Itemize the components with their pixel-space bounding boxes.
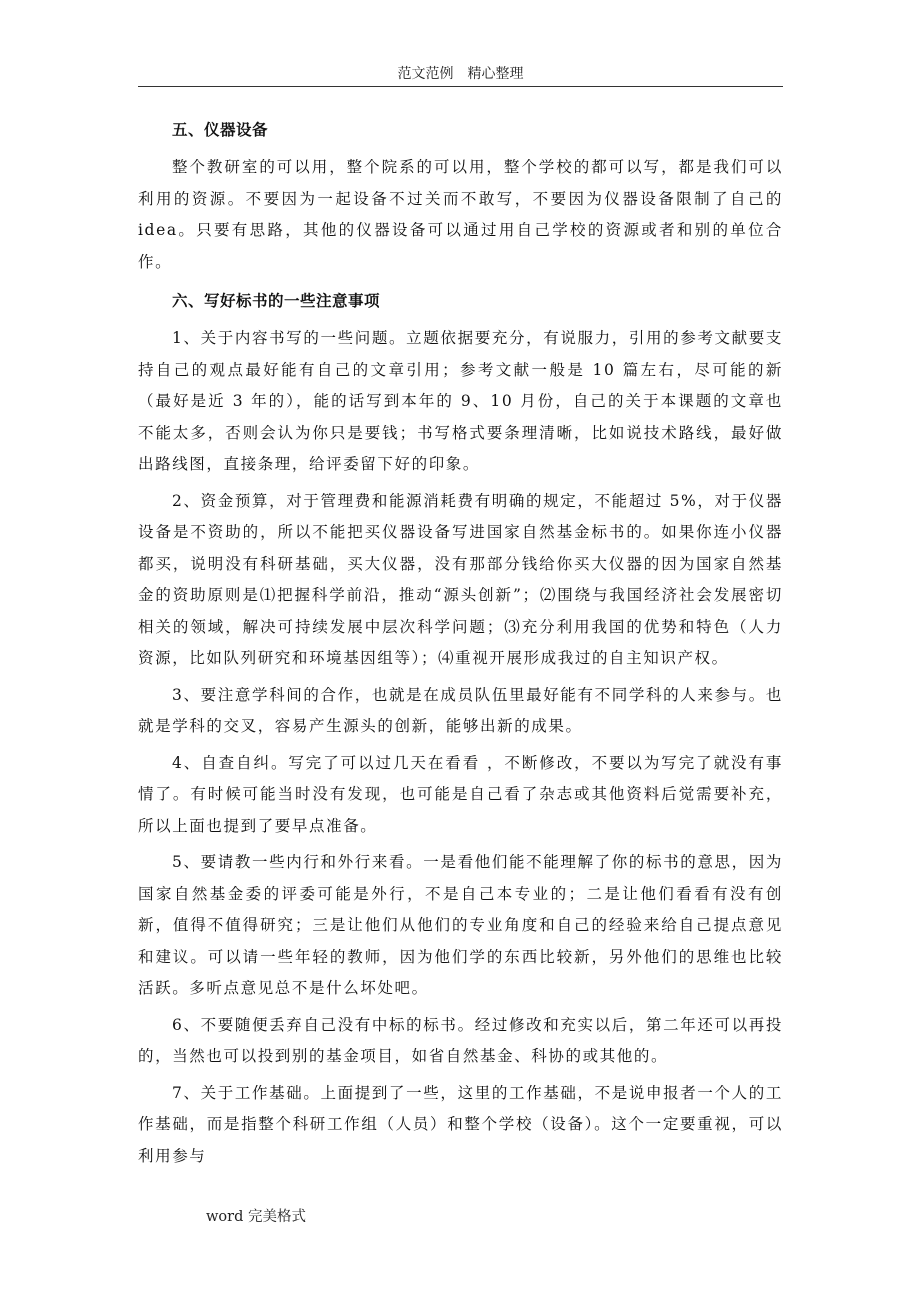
paragraph: 7、关于工作基础。上面提到了一些，这里的工作基础，不是说申报者一个人的工作基础，而是指整个科研工作组（人员）和整个学校（设备）。这个一定要重视，可以利用参与 xyxy=(138,1083,783,1165)
page-header: 范文范例 精心整理 xyxy=(397,66,524,82)
paragraph: 6、不要随便丢弃自己没有中标的标书。经过修改和充实以后，第二年还可以再投的，当然也可以投到别的基金项目，如省自然基金、科协的或其他的。 xyxy=(138,1015,783,1065)
paragraph: 5、要请教一些内行和外行来看。一是看他们能不能理解了你的标书的意思，因为国家自然基金委的评委可能是外行，不是自己本专业的；二是让他们看看有没有创新，值得不值得研究；三是让他们从他们的专业角度和自己的经验来给自己提点意见和建议。可以请一些年轻的教师，因为他们学的东西比较新，另外他们的思维也比较活跃。多听点意见总不是什么坏处吧。 xyxy=(138,853,783,997)
paragraph: 4、自查自纠。写完了可以过几天在看看 ，不断修改，不要以为写完了就没有事情了。有时候可能当时没有发现，也可能是自己看了杂志或其他资料后觉需要补充，所以上面也提到了要早点准备。 xyxy=(138,753,783,835)
page-footer: word 完美格式 xyxy=(206,1209,306,1225)
section-heading-notes: 六、写好标书的一些注意事项 xyxy=(172,291,381,310)
paragraph: 整个教研室的可以用，整个院系的可以用，整个学校的都可以写，都是我们可以利用的资源。不要因为一起设备不过关而不敢写，不要因为仪器设备限制了自己的 idea。只要有思路，其他的仪器设备可以通过用自己学校的资源或者和别的单位合作。 xyxy=(138,158,783,271)
paragraph: 1、关于内容书写的一些问题。立题依据要充分，有说服力，引用的参考文献要支持自己的观点最好能有自己的文章引用；参考文献一般是 10 篇左右，尽可能的新（最好是近 3 年的），能的话写到本年的 9、10 月份，自己的关于本课题的文章也不能太多，否则会认为你只是要钱；书写格式要条理清晰，比如说技术路线，最好做出路线图，直接条理，给评委留下好的印象。 xyxy=(138,329,783,473)
section-heading-equipment: 五、仪器设备 xyxy=(172,120,269,139)
document-body xyxy=(138,112,783,1177)
paragraph: 2、资金预算，对于管理费和能源消耗费有明确的规定，不能超过 5%，对于仪器设备是不资助的，所以不能把买仪器设备写进国家自然基金标书的。如果你连小仪器都买，说明没有科研基础，买大仪器，没有那部分钱给你买大仪器的因为国家自然基金的资助原则是⑴把握科学前沿，推动“源头创新”；⑵围绕与我国经济社会发展密切相关的领域，解决可持续发展中层次科学问题；⑶充分利用我国的优势和特色（人力资源，比如队列研究和环境基因组等）；⑷重视开展形成我过的自主知识产权。 xyxy=(138,491,783,667)
paragraph: 3、要注意学科间的合作，也就是在成员队伍里最好能有不同学科的人来参与。也就是学科的交叉，容易产生源头的创新，能够出新的成果。 xyxy=(138,685,783,735)
header-divider xyxy=(138,86,783,87)
